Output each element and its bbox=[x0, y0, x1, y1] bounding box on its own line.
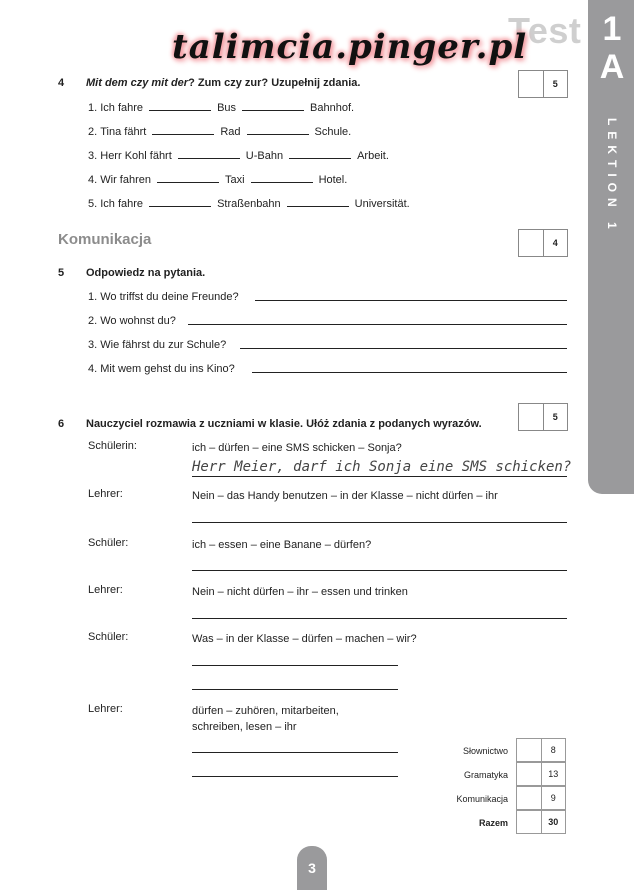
answer-line[interactable] bbox=[255, 300, 567, 301]
answer-line[interactable] bbox=[252, 372, 567, 373]
prompt-text: ich – dürfen – eine SMS schicken – Sonja? bbox=[192, 442, 402, 454]
item-text: Straßenbahn bbox=[217, 198, 281, 210]
answer-blank[interactable] bbox=[251, 172, 313, 183]
tab-number-letter: A bbox=[599, 48, 625, 86]
speaker-label: Lehrer: bbox=[88, 703, 123, 715]
task4-title-rest: ? Zum czy zur? Uzupełnij zdania. bbox=[188, 77, 361, 89]
speaker-label: Schüler: bbox=[88, 537, 129, 549]
item-text: Ich fahre bbox=[100, 102, 144, 114]
item-text: Bahnhof. bbox=[310, 102, 355, 114]
item-number: 3. bbox=[88, 150, 98, 162]
answer-line[interactable] bbox=[240, 348, 567, 349]
item-number: 1. bbox=[88, 291, 98, 303]
prompt-text-line: dürfen – zuhören, mitarbeiten, bbox=[192, 705, 339, 717]
task5-number: 5 bbox=[58, 267, 65, 279]
item-number: 4. bbox=[88, 363, 98, 375]
task5-question bbox=[88, 291, 239, 303]
summary-label: Komunikacja bbox=[456, 794, 508, 804]
item-text: Arbeit. bbox=[357, 150, 389, 162]
summary-label-total: Razem bbox=[478, 818, 508, 828]
answer-line[interactable] bbox=[192, 570, 567, 571]
answer-line[interactable] bbox=[192, 476, 567, 477]
task6-number: 6 bbox=[58, 418, 65, 430]
item-number: 4. bbox=[88, 174, 98, 186]
item-number: 3. bbox=[88, 339, 98, 351]
item-text: Universität. bbox=[354, 198, 410, 210]
task6-score-box bbox=[518, 403, 568, 431]
task4-number: 4 bbox=[58, 77, 65, 89]
item-number: 2. bbox=[88, 126, 98, 138]
answer-blank[interactable] bbox=[152, 124, 214, 135]
summary-value: 13 bbox=[548, 769, 559, 779]
answer-line[interactable] bbox=[188, 324, 567, 325]
item-text: Bus bbox=[217, 102, 237, 114]
item-text: Herr Kohl fährt bbox=[100, 150, 172, 162]
task5-title: Odpowiedz na pytania. bbox=[86, 267, 206, 279]
summary-empty-cell[interactable] bbox=[517, 739, 542, 761]
score-max: 5 bbox=[552, 412, 558, 422]
speaker-label: Lehrer: bbox=[88, 584, 123, 596]
answer-blank[interactable] bbox=[149, 100, 211, 111]
answer-line[interactable] bbox=[192, 618, 567, 619]
prompt-text: Was – in der Klasse – dürfen – machen – wir? bbox=[192, 633, 417, 645]
item-text: Rad bbox=[220, 126, 241, 138]
answer-blank[interactable] bbox=[178, 148, 240, 159]
summary-label: Gramatyka bbox=[463, 770, 508, 780]
answer-line[interactable] bbox=[192, 665, 398, 666]
task4-item bbox=[88, 172, 347, 186]
answer-blank[interactable] bbox=[157, 172, 219, 183]
summary-cell-total bbox=[516, 810, 566, 834]
item-number: 1. bbox=[88, 102, 98, 114]
item-text: U-Bahn bbox=[245, 150, 284, 162]
item-text: Mit wem gehst du ins Kino? bbox=[100, 363, 235, 375]
task4-item bbox=[88, 196, 410, 210]
summary-value-total: 30 bbox=[548, 817, 559, 827]
answer-blank[interactable] bbox=[247, 124, 309, 135]
score-empty-cell[interactable] bbox=[519, 71, 544, 97]
task4-item bbox=[88, 100, 354, 114]
summary-value: 9 bbox=[550, 793, 556, 803]
summary-empty-cell[interactable] bbox=[517, 763, 542, 785]
prompt-text: Nein – das Handy benutzen – in der Klasse – nicht dürfen – ihr bbox=[192, 490, 498, 502]
item-text: Tina fährt bbox=[100, 126, 147, 138]
task4-title bbox=[86, 77, 360, 89]
score-empty-cell[interactable] bbox=[519, 404, 544, 430]
answer-line[interactable] bbox=[192, 776, 398, 777]
item-text: Ich fahre bbox=[100, 198, 144, 210]
answer-blank[interactable] bbox=[149, 196, 211, 207]
prompt-text: ich – essen – eine Banane – dürfen? bbox=[192, 539, 372, 551]
task4-item bbox=[88, 124, 351, 138]
item-text: Wie fährst du zur Schule? bbox=[100, 339, 227, 351]
handwritten-answer: Herr Meier, darf ich Sonja eine SMS schicken? bbox=[192, 459, 572, 475]
task4-title-em: Mit dem czy mit der bbox=[86, 77, 189, 89]
watermark: talimcia.pinger.pl bbox=[172, 27, 528, 67]
tab-number-digit: 1 bbox=[602, 10, 622, 48]
prompt-text-line: schreiben, lesen – ihr bbox=[192, 721, 297, 733]
summary-cell bbox=[516, 738, 566, 762]
item-number: 2. bbox=[88, 315, 98, 327]
task6-title: Nauczyciel rozmawia z uczniami w klasie. Ułóż zdania z podanych wyrazów. bbox=[86, 418, 482, 430]
item-text: Hotel. bbox=[318, 174, 348, 186]
prompt-text: Nein – nicht dürfen – ihr – essen und trinken bbox=[192, 586, 408, 598]
item-text: Wo wohnst du? bbox=[100, 315, 176, 327]
tab-number bbox=[590, 10, 634, 86]
answer-blank[interactable] bbox=[242, 100, 304, 111]
speaker-label: Lehrer: bbox=[88, 488, 123, 500]
summary-cell bbox=[516, 786, 566, 810]
test-label: Test bbox=[508, 10, 582, 51]
task5-question bbox=[88, 363, 235, 375]
answer-blank[interactable] bbox=[287, 196, 349, 207]
speaker-label: Schüler: bbox=[88, 631, 129, 643]
answer-line[interactable] bbox=[192, 752, 398, 753]
score-max: 5 bbox=[552, 79, 558, 89]
summary-empty-cell[interactable] bbox=[517, 787, 542, 809]
item-text: Wir fahren bbox=[100, 174, 151, 186]
answer-line[interactable] bbox=[192, 522, 567, 523]
score-max: 4 bbox=[552, 238, 558, 248]
speaker-label: Schülerin: bbox=[88, 440, 137, 452]
summary-value: 8 bbox=[550, 745, 556, 755]
summary-cell bbox=[516, 762, 566, 786]
item-text: Wo triffst du deine Freunde? bbox=[100, 291, 239, 303]
item-text: Taxi bbox=[225, 174, 245, 186]
item-number: 5. bbox=[88, 198, 98, 210]
page-number: 3 bbox=[297, 846, 327, 890]
section-title: Komunikacja bbox=[58, 231, 152, 248]
section-score-box bbox=[518, 229, 568, 257]
task4-item bbox=[88, 148, 389, 162]
tab-vertical-label-wrap bbox=[590, 118, 634, 268]
prompt-text bbox=[192, 703, 339, 735]
summary-empty-cell[interactable] bbox=[517, 811, 542, 833]
answer-line[interactable] bbox=[192, 689, 398, 690]
task4-score-box bbox=[518, 70, 568, 98]
task5-question bbox=[88, 339, 226, 351]
task5-question bbox=[88, 315, 176, 327]
answer-blank[interactable] bbox=[289, 148, 351, 159]
item-text: Schule. bbox=[314, 126, 352, 138]
tab-vertical-label: LEKTION 1 bbox=[605, 118, 619, 235]
summary-label: Słownictwo bbox=[462, 746, 508, 756]
score-empty-cell[interactable] bbox=[519, 230, 544, 256]
